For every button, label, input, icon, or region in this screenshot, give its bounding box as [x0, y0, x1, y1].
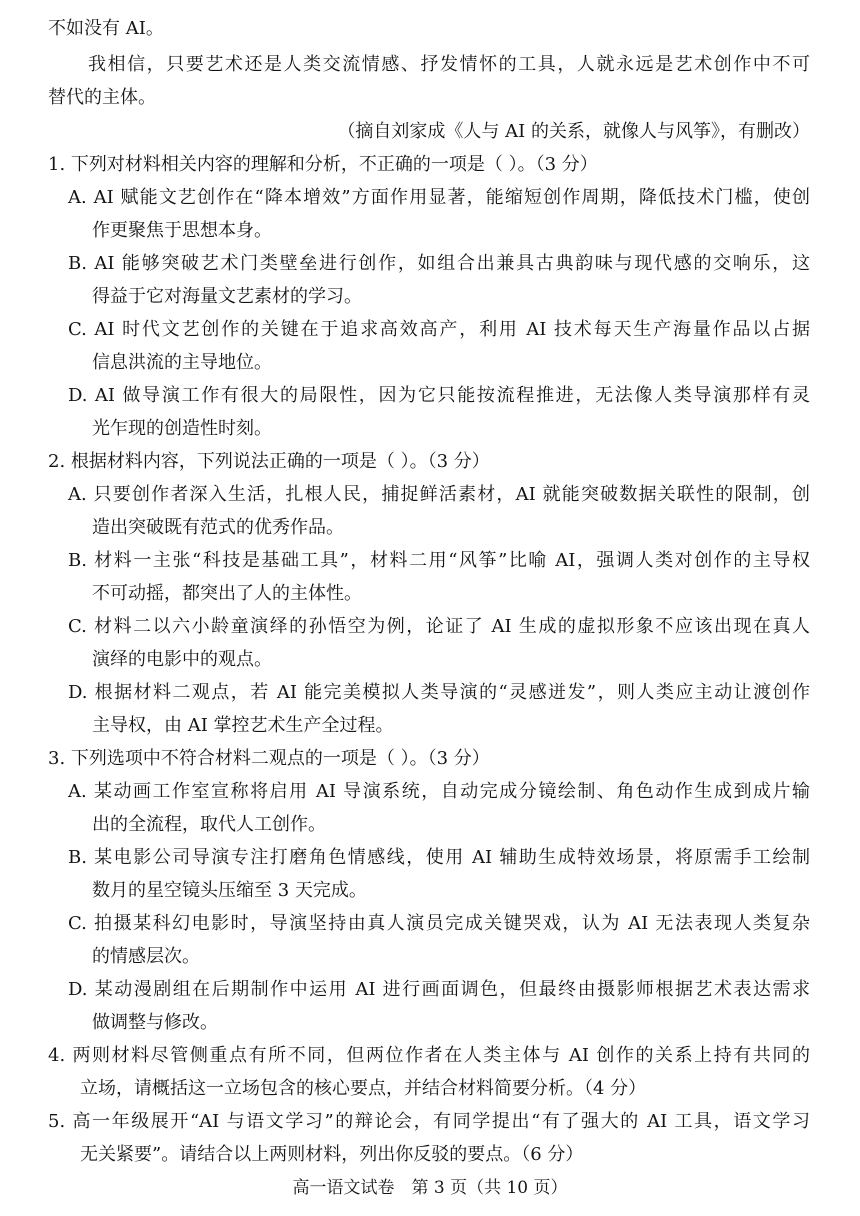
question-5-stem: 5. 高一年级展开“AI 与语文学习”的辩论会，有同学提出“有了强大的 AI 工具，语文学习	[48, 1111, 810, 1132]
option-3c-cont: 的情感层次。	[92, 946, 200, 967]
question-1-stem: 1. 下列对材料相关内容的理解和分析，不正确的一项是（ ）。（3 分）	[48, 154, 598, 175]
option-1b: B. AI 能够突破艺术门类壁垒进行创作，如组合出兼具古典韵味与现代感的交响乐，这	[68, 253, 810, 274]
page-footer: 高一语文试卷 第 3 页（共 10 页）	[292, 1178, 568, 1198]
option-3d: D. 某动漫剧组在后期制作中运用 AI 进行画面调色，但最终由摄影师根据艺术表达需求	[68, 979, 810, 1000]
option-2b-cont: 不可动摇，都突出了人的主体性。	[92, 583, 362, 604]
option-1d: D. AI 做导演工作有很大的局限性，因为它只能按流程推进，无法像人类导演那样有灵	[68, 385, 810, 406]
option-1b-cont: 得益于它对海量文艺素材的学习。	[92, 286, 362, 307]
option-2a-cont: 造出突破既有范式的优秀作品。	[92, 517, 344, 538]
text-line: 我相信，只要艺术还是人类交流情感、抒发情怀的工具，人就永远是艺术创作中不可	[88, 54, 810, 75]
option-1a-cont: 作更聚焦于思想本身。	[92, 220, 272, 241]
option-2c-cont: 演绎的电影中的观点。	[92, 649, 272, 670]
question-4-cont: 立场，请概括这一立场包含的核心要点，并结合材料简要分析。（4 分）	[80, 1078, 647, 1099]
question-3-stem: 3. 下列选项中不符合材料二观点的一项是（ ）。（3 分）	[48, 748, 490, 769]
text-line: 不如没有 AI。	[48, 18, 164, 39]
option-2d: D. 根据材料二观点，若 AI 能完美模拟人类导演的“灵感迸发”，则人类应主动让渡创作	[68, 682, 810, 703]
option-1c: C. AI 时代文艺创作的关键在于追求高效高产，利用 AI 技术每天生产海量作品以占据	[68, 319, 810, 340]
option-1d-cont: 光乍现的创造性时刻。	[92, 418, 272, 439]
option-3b: B. 某电影公司导演专注打磨角色情感线，使用 AI 辅助生成特效场景，将原需手工绘制	[68, 847, 810, 868]
option-1c-cont: 信息洪流的主导地位。	[92, 352, 272, 373]
option-3b-cont: 数月的星空镜头压缩至 3 天完成。	[92, 880, 367, 901]
option-3c: C. 拍摄某科幻电影时，导演坚持由真人演员完成关键哭戏，认为 AI 无法表现人类复杂	[68, 913, 810, 934]
option-3a: A. 某动画工作室宣称将启用 AI 导演系统，自动完成分镜绘制、角色动作生成到成片输	[68, 781, 810, 802]
option-3a-cont: 出的全流程，取代人工创作。	[92, 814, 326, 835]
text-line: 替代的主体。	[48, 87, 156, 108]
option-2a: A. 只要创作者深入生活，扎根人民，捕捉鲜活素材，AI 就能突破数据关联性的限制，创	[68, 484, 810, 505]
question-2-stem: 2. 根据材料内容，下列说法正确的一项是（ ）。（3 分）	[48, 451, 490, 472]
option-3d-cont: 做调整与修改。	[92, 1012, 218, 1033]
question-4-stem: 4. 两则材料尽管侧重点有所不同，但两位作者在人类主体与 AI 创作的关系上持有共同的	[48, 1045, 810, 1066]
source-citation: （摘自刘家成《人与 AI 的关系，就像人与风筝》，有删改）	[337, 121, 810, 142]
option-2d-cont: 主导权，由 AI 掌控艺术生产全过程。	[92, 715, 394, 736]
option-2b: B. 材料一主张“科技是基础工具”，材料二用“风筝”比喻 AI，强调人类对创作的主导权	[68, 550, 810, 571]
question-5-cont: 无关紧要”。请结合以上两则材料，列出你反驳的要点。（6 分）	[80, 1144, 584, 1165]
option-2c: C. 材料二以六小龄童演绎的孙悟空为例，论证了 AI 生成的虚拟形象不应该出现在真人	[68, 616, 810, 637]
option-1a: A. AI 赋能文艺创作在“降本增效”方面作用显著，能缩短创作周期，降低技术门槛，使创	[68, 187, 810, 208]
